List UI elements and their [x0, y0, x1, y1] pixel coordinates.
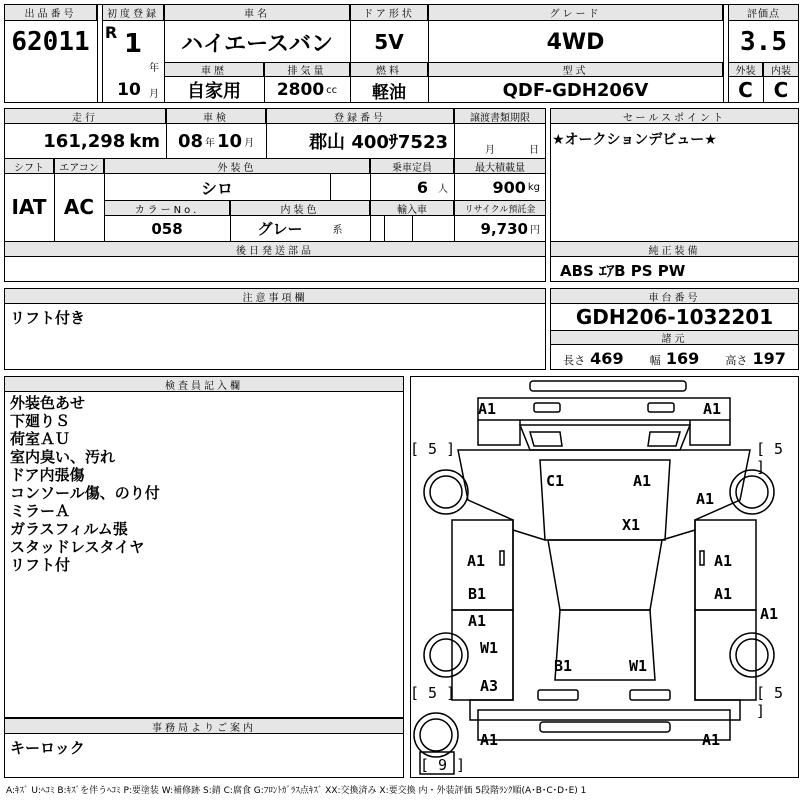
damage-mark: X1	[622, 516, 641, 534]
mileage: 161,298 km	[43, 130, 160, 152]
inspector-line: ミラーＡ	[10, 502, 71, 520]
car-diagram	[410, 376, 799, 778]
fuel: 軽油	[372, 82, 406, 103]
notes-text: リフト付き	[10, 308, 86, 327]
damage-mark: B1	[554, 657, 573, 675]
damage-mark: A1	[633, 472, 652, 490]
damage-mark: A1	[480, 731, 499, 749]
exterior-label: 外装	[728, 62, 763, 77]
inspector-line: ドア内張傷	[10, 466, 85, 484]
inspector-line: 外装色あせ	[10, 394, 86, 412]
capacity: 6 人	[416, 177, 448, 197]
era: R	[104, 22, 118, 42]
office-label: 事務局よりご案内	[4, 718, 404, 734]
color-no-label: カラーNo.	[104, 200, 230, 216]
car-history: 自家用	[187, 81, 241, 102]
displacement-label: 排気量	[264, 62, 350, 77]
history-label: 車歴	[164, 62, 264, 77]
exterior-score: C	[738, 78, 753, 102]
car-name: ハイエースバン	[180, 31, 334, 57]
fuel-label: 燃料	[350, 62, 428, 77]
inspector-line: リフト付	[10, 556, 71, 574]
damage-mark: A1	[702, 731, 721, 749]
model-code: QDF-GDH206V	[502, 79, 649, 101]
spec-label: 諸元	[550, 330, 799, 345]
shift-label: シフト	[4, 158, 54, 174]
overall-score: 3.5	[740, 27, 787, 57]
later-parts-label: 後日発送部品	[4, 241, 546, 257]
equipment: ABS ｴｱB PS PW	[560, 261, 686, 280]
damage-mark: A1	[714, 552, 733, 570]
sales-point-label: セールスポイント	[550, 108, 799, 124]
equipment-label: 純正装備	[550, 241, 799, 257]
recycle-fee: 9,730 円	[480, 219, 540, 238]
mileage-label: 走行	[4, 108, 166, 124]
inspector-line: スタッドレスタイヤ	[10, 538, 145, 556]
tire-depth: [ 5 ]	[756, 684, 784, 720]
damage-mark: A1	[478, 400, 497, 418]
damage-mark: C1	[546, 472, 565, 490]
damage-mark: A1	[714, 585, 733, 603]
damage-mark: A1	[696, 490, 715, 508]
reg-month: 10	[117, 80, 141, 100]
inspector-label: 検査員記入欄	[4, 376, 404, 392]
reg-month-unit: 月	[149, 88, 159, 100]
inspection-label: 車検	[166, 108, 266, 124]
score-label: 評価点	[728, 4, 799, 21]
inspector-line: 室内臭い、汚れ	[10, 448, 116, 466]
grade: 4WD	[546, 29, 605, 55]
damage-mark: A1	[468, 612, 487, 630]
damage-mark: A1	[760, 605, 779, 623]
tire-depth: [ 5 ]	[756, 440, 784, 476]
inspector-line: 下廻りＳ	[10, 412, 71, 430]
reg-year-unit: 年	[149, 62, 159, 74]
sales-point: ★オークションデビュー★	[552, 132, 717, 148]
plate-label: 登録番号	[266, 108, 454, 124]
reg-year: 1	[123, 29, 143, 59]
load-label: 最大積載量	[454, 158, 546, 174]
tire-depth: [ 5 ]	[410, 684, 456, 702]
first-reg-label: 初度登録	[102, 4, 164, 21]
import-label: 輸入車	[370, 200, 454, 216]
plate-number: 郡山 400ｻ7523	[309, 132, 448, 153]
door-type: 5V	[374, 30, 404, 54]
lot-label: 出品番号	[4, 4, 97, 21]
inspector-notes	[10, 394, 160, 574]
recycle-label: リサイクル預託金	[454, 200, 546, 216]
chassis-label: 車台番号	[550, 288, 799, 304]
color-number: 058	[151, 219, 183, 238]
inspector-line: ガラスフィルム張	[10, 520, 128, 538]
legend-text: A:ｷｽﾞ U:ﾍｺﾐ B:ｷｽﾞを伴うﾍｺﾐ P:要塗装 W:補修跡 S:錆 C:腐食 G:ﾌﾛﾝﾄｶﾞﾗｽ点ｷｽﾞ XX:交換済み X:要交換 内・外装評価 5段階ﾗﾝｸ順(A･B･C･D･E) 1	[6, 786, 587, 796]
interior-color: グレー 系	[257, 220, 343, 238]
transfer-month: 月	[485, 144, 495, 156]
damage-mark: A1	[467, 552, 486, 570]
displacement: 2800 cc	[276, 80, 338, 100]
interior-score-label: 内装	[763, 62, 799, 77]
notes-label: 注意事項欄	[4, 288, 546, 304]
inspection-expiry: 08 年 10 月	[177, 130, 255, 152]
chassis-number: GDH206-1032201	[575, 305, 774, 329]
office-text: キーロック	[10, 738, 85, 757]
grade-label: グレード	[428, 4, 723, 21]
model-label: 型式	[428, 62, 723, 77]
transfer-label: 譲渡書類期限	[454, 108, 546, 124]
tire-depth: [ 9 ]	[420, 756, 466, 774]
damage-mark: A1	[703, 400, 722, 418]
tire-depth: [ 5 ]	[410, 440, 456, 458]
interior-score: C	[773, 78, 789, 102]
air-conditioner: AC	[63, 195, 95, 219]
interior-color-label: 内装色	[230, 200, 370, 216]
inspector-line: コンソール傷、のり付	[10, 484, 160, 502]
door-label: ドア形状	[350, 4, 428, 21]
ac-label: エアコン	[54, 158, 104, 174]
exterior-color: シロ	[200, 178, 233, 198]
capacity-label: 乗車定員	[370, 158, 454, 174]
spec-values: 長さ 469 幅 169 高さ 197	[563, 348, 786, 368]
transfer-day: 日	[529, 144, 539, 156]
lot-number: 62011	[11, 27, 90, 57]
damage-mark: B1	[468, 585, 487, 603]
color-label: 外装色	[104, 158, 370, 174]
damage-mark: W1	[480, 639, 499, 657]
max-load: 900 kg	[492, 177, 540, 197]
car-name-label: 車名	[164, 4, 350, 21]
damage-mark: A3	[480, 677, 499, 695]
inspector-line: 荷室ＡＵ	[10, 430, 71, 448]
damage-mark: W1	[629, 657, 648, 675]
shift: IAT	[11, 195, 47, 219]
